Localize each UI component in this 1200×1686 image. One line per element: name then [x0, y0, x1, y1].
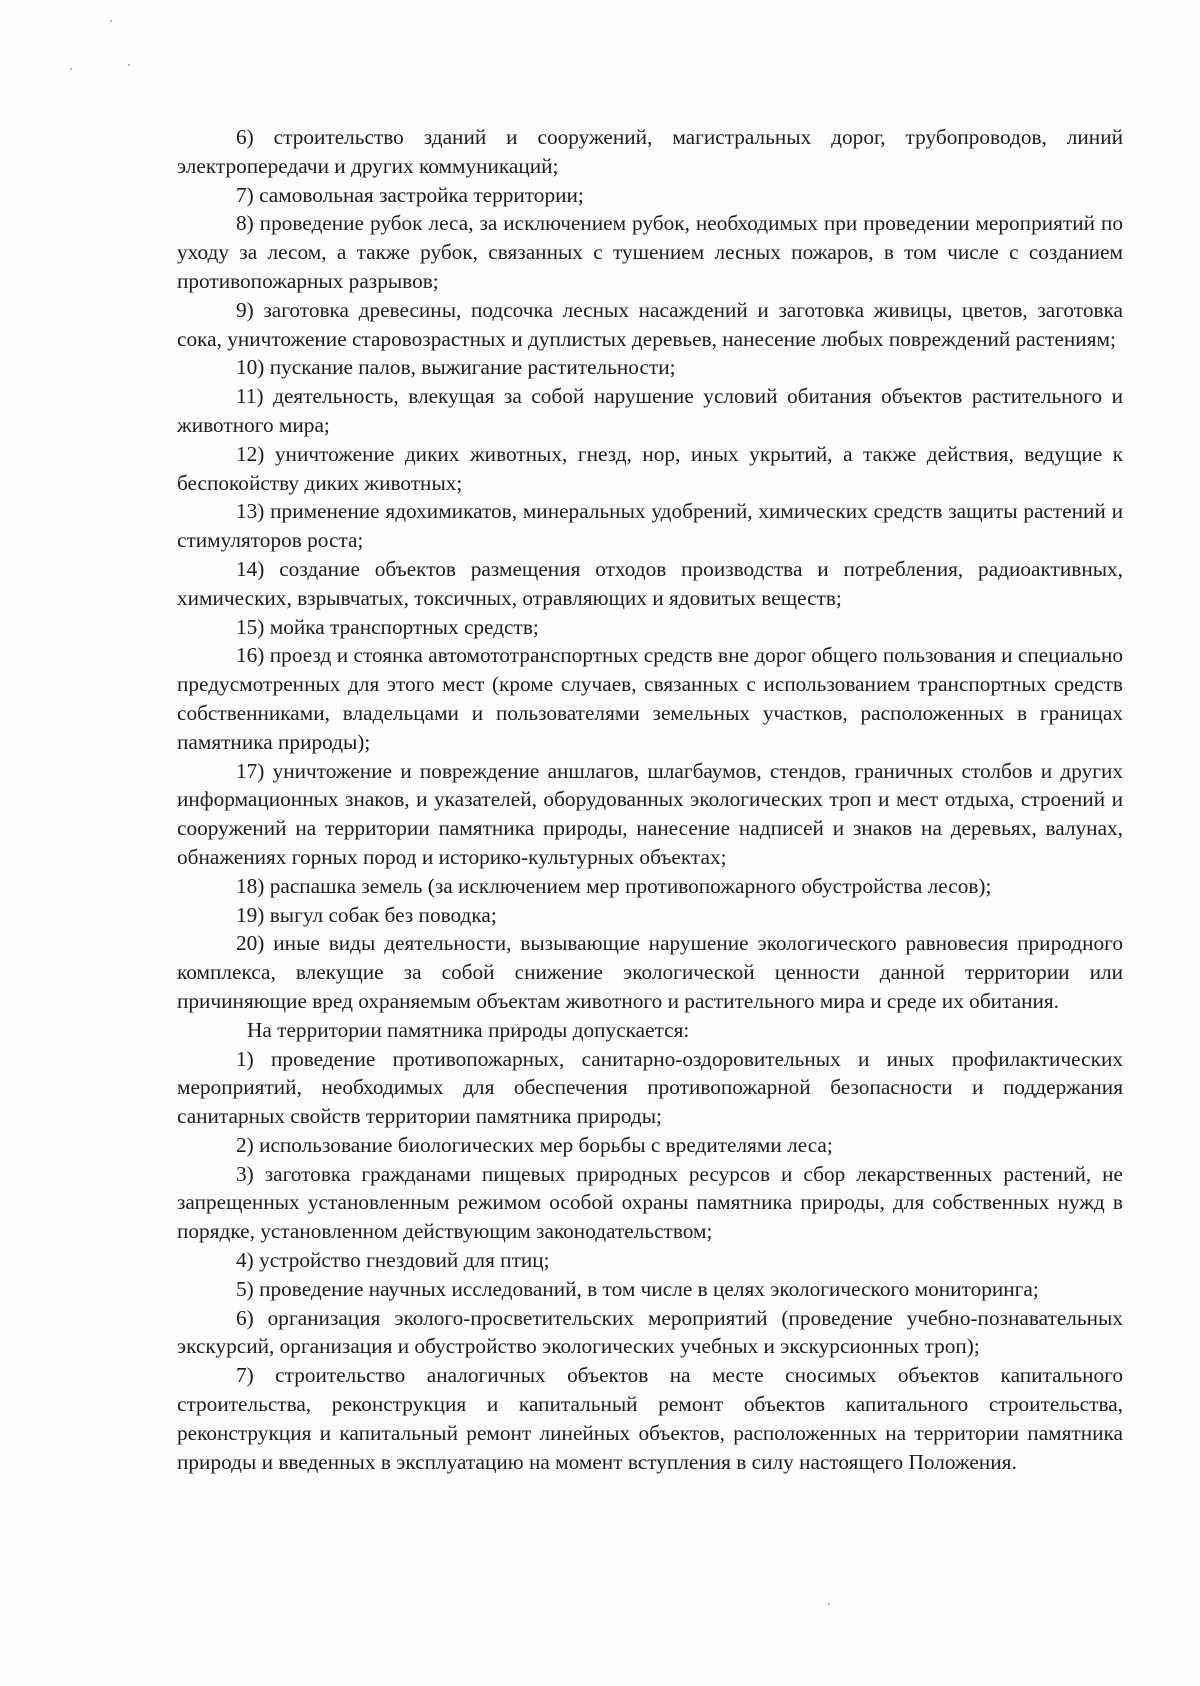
list-item-prohibited-20: 20) иные виды деятельности, вызывающие нарушение экологического равновесия природного комплекса, влекущие за собой снижение экологической ценности данной территории или причиняющие вред охраняемым объектам животного и растительного мира и среде их обитания.	[177, 931, 1123, 1013]
scan-speck	[828, 1603, 830, 1605]
list-item-permitted-5: 5) проведение научных исследований, в том числе в целях экологического мониторинга;	[236, 1276, 1039, 1301]
list-item-prohibited-8: 8) проведение рубок леса, за исключением рубок, необходимых при проведении мероприятий по уходу за лесом, а также рубок, связанных с тушением лесных пожаров, в том числе с созданием противопожарных разрывов;	[177, 211, 1123, 293]
list-item-permitted-7: 7) строительство аналогичных объектов на месте сносимых объектов капитального строительства, реконструкция и капитальный ремонт объектов капитального строительства, реконструкция и капитальный ремонт линейных объектов, расположенных на территории памятника природы и введенных в эксплуатацию на момент вступления в силу настоящего Положения.	[177, 1363, 1123, 1474]
list-item-prohibited-6: 6) строительство зданий и сооружений, магистральных дорог, трубопроводов, линий электропередачи и других коммуникаций;	[177, 125, 1123, 178]
list-item-prohibited-12: 12) уничтожение диких животных, гнезд, нор, иных укрытий, а также действия, ведущие к беспокойству диких животных;	[177, 441, 1123, 495]
section-heading-permitted: На территории памятника природы допускается:	[247, 1017, 690, 1042]
list-item-prohibited-9: 9) заготовка древесины, подсочка лесных насаждений и заготовка живицы, цветов, заготовка сока, уничтожение старовозрастных и дуплистых деревьев, нанесение любых повреждений растениям;	[177, 297, 1123, 351]
scan-speck	[110, 20, 112, 22]
list-item-prohibited-14: 14) создание объектов размещения отходов производства и потребления, радиоактивных, химических, взрывчатых, токсичных, отравляющих и ядовитых веществ;	[177, 556, 1123, 610]
list-item-prohibited-7: 7) самовольная застройка территории;	[236, 182, 584, 207]
list-item-prohibited-10: 10) пускание палов, выжигание растительности;	[236, 355, 676, 380]
list-item-prohibited-17: 17) уничтожение и повреждение аншлагов, шлагбаумов, стендов, граничных столбов и других информационных знаков, и указателей, оборудованных экологических троп и мест отдыха, строений и сооружений на территории памятника природы, нанесение надписей и знаков на деревьях, валунах, обнажениях горных пород и историко-культурных объектах;	[177, 758, 1123, 869]
scan-speck	[128, 64, 130, 66]
list-item-prohibited-16: 16) проезд и стоянка автомототранспортных средств вне дорог общего пользования и специально предусмотренных для этого мест (кроме случаев, связанных с использованием транспортных средств собственниками, владельцами и пользователями земельных участков, расположенных в границах памятника природы);	[177, 643, 1123, 754]
list-item-permitted-1: 1) проведение противопожарных, санитарно-оздоровительных и иных профилактических мероприятий, необходимых для обеспечения противопожарной безопасности и поддержания санитарных свойств территории памятника природы;	[177, 1046, 1123, 1129]
list-item-prohibited-11: 11) деятельность, влекущая за собой нарушение условий обитания объектов растительного и животного мира;	[177, 384, 1123, 437]
list-item-permitted-4: 4) устройство гнездовий для птиц;	[236, 1248, 550, 1273]
list-item-prohibited-18: 18) распашка земель (за исключением мер противопожарного обустройства лесов);	[236, 873, 992, 898]
scan-speck	[70, 68, 72, 70]
list-item-prohibited-15: 15) мойка транспортных средств;	[236, 614, 539, 639]
list-item-prohibited-13: 13) применение ядохимикатов, минеральных удобрений, химических средств защиты растений и стимуляторов роста;	[177, 499, 1123, 553]
list-item-permitted-6: 6) организация эколого-просветительских мероприятий (проведение учебно-познавательных экскурсий, организация и обустройство экологических учебных и экскурсионных троп);	[177, 1305, 1123, 1359]
list-item-permitted-2: 2) использование биологических мер борьбы с вредителями леса;	[236, 1132, 833, 1157]
document-body	[177, 123, 1123, 1476]
list-item-permitted-3: 3) заготовка гражданами пищевых природных ресурсов и сбор лекарственных растений, не запрещенных установленным режимом особой охраны памятника природы, для собственных нужд в порядке, установленном действующим законодательством;	[177, 1161, 1123, 1244]
list-item-prohibited-19: 19) выгул собак без поводка;	[236, 902, 497, 927]
